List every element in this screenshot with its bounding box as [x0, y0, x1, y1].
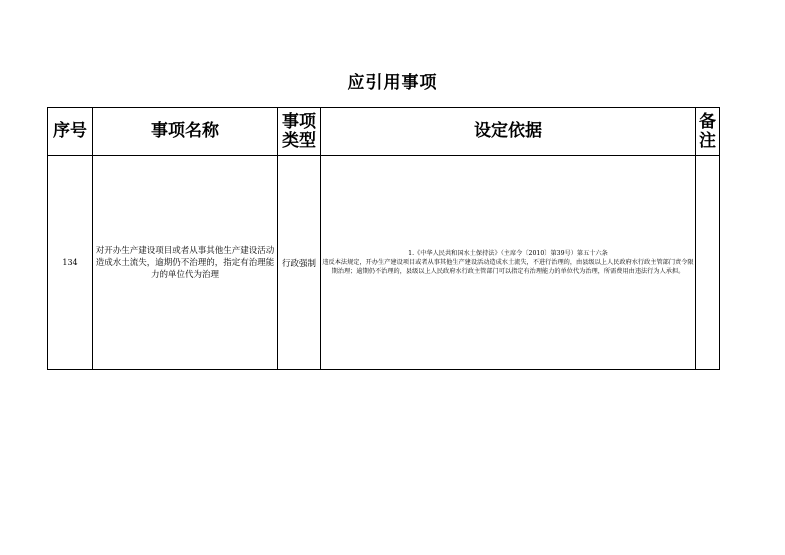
header-name: 事项名称 [93, 108, 278, 156]
header-index: 序号 [48, 108, 93, 156]
basis-law: 1.《中华人民共和国水土保持法》（主席令〔2010〕第39号）第五十六条 [408, 250, 608, 257]
matters-table [47, 107, 720, 370]
row-basis [321, 156, 696, 370]
header-basis: 设定依据 [321, 108, 696, 156]
row-name: 对开办生产建设项目或者从事其他生产建设活动造成水土流失，逾期仍不治理的，指定有治理能力的单位代为治理 [93, 156, 278, 370]
header-type: 事项类型 [278, 108, 321, 156]
row-remark [696, 156, 720, 370]
page-title: 应引用事项 [347, 73, 438, 93]
row-type: 行政强制 [278, 156, 321, 370]
table-row [48, 156, 720, 370]
header-remark: 备注 [696, 108, 720, 156]
table-header-row [48, 108, 720, 156]
row-index: 134 [48, 156, 93, 370]
basis-text: 违反本法规定，开办生产建设项目或者从事其他生产建设活动造成水土流失，不进行治理的，由县级以上人民政府水行政主管部门责令限期治理；逾期仍不治理的，县级以上人民政府水行政主管部门可以指定有治理能力的单位代为治理，所需费用由违法行为人承担。 [322, 259, 694, 275]
